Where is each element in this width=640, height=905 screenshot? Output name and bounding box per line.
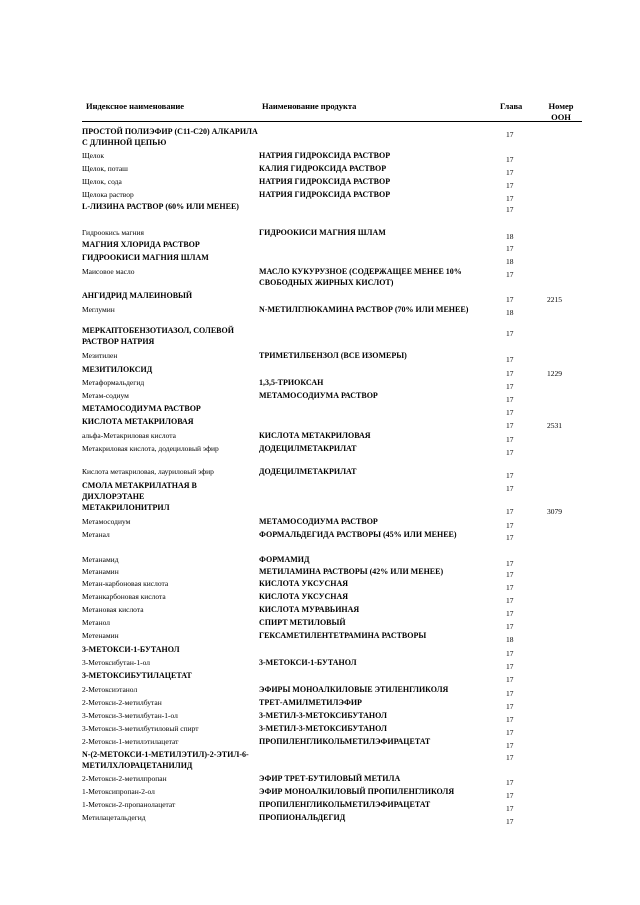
chapter-cell: 17 xyxy=(506,168,514,177)
product-name-cell: НАТРИЯ ГИДРОКСИДА РАСТВОР xyxy=(259,151,391,160)
index-name-cell: 2-Метоксиэтанол xyxy=(82,685,138,694)
chapter-cell: 18 xyxy=(506,308,514,317)
un-number-cell: 2531 xyxy=(547,421,562,430)
product-name-cell: ПРОПИЛЕНГЛИКОЛЬМЕТИЛЭФИРАЦЕТАТ xyxy=(259,800,431,809)
product-name-cell: ПРОПИЛЕНГЛИКОЛЬМЕТИЛЭФИРАЦЕТАТ xyxy=(259,737,431,746)
index-name-cell: МЕТАМОСОДИУМА РАСТВОР xyxy=(82,404,201,413)
chapter-cell: 17 xyxy=(506,741,514,750)
product-name-cell: ТРИМЕТИЛБЕНЗОЛ (ВСЕ ИЗОМЕРЫ) xyxy=(259,351,407,360)
product-name-cell: ЭФИРЫ МОНОАЛКИЛОВЫЕ ЭТИЛЕНГЛИКОЛЯ xyxy=(259,685,449,694)
index-name-cell: Метанал xyxy=(82,530,110,539)
chapter-cell: 17 xyxy=(506,329,514,338)
chapter-cell: 17 xyxy=(506,155,514,164)
product-name-cell: МЕТИЛАМИНА РАСТВОРЫ (42% ИЛИ МЕНЕЕ) xyxy=(259,567,444,576)
product-name-cell: ДОДЕЦИЛМЕТАКРИЛАТ xyxy=(259,444,357,453)
chapter-cell: 17 xyxy=(506,596,514,605)
index-name-cell: Метанкарбоновая кислота xyxy=(82,592,166,601)
index-name-cell: 3-МЕТОКСИ-1-БУТАНОЛ xyxy=(82,645,180,654)
product-name-cell: КИСЛОТА МУРАВЬИНАЯ xyxy=(259,605,360,614)
chapter-cell: 17 xyxy=(506,649,514,658)
chapter-cell: 17 xyxy=(506,675,514,684)
index-name-cell: 2-Метокси-1-метилэтилацетат xyxy=(82,737,179,746)
header-product-name: Наименование продукта xyxy=(262,101,357,111)
chapter-cell: 17 xyxy=(506,804,514,813)
index-name-cell: КИСЛОТА МЕТАКРИЛОВАЯ xyxy=(82,417,194,426)
header-chapter: Глава xyxy=(500,101,523,111)
index-name-cell: СМОЛА МЕТАКРИЛАТНАЯ В ДИХЛОРЭТАНЕ xyxy=(82,481,197,501)
product-name-cell: 3-МЕТОКСИ-1-БУТАНОЛ xyxy=(259,658,357,667)
chapter-cell: 17 xyxy=(506,753,514,762)
chapter-cell: 17 xyxy=(506,435,514,444)
index-name-cell: МЕЗИТИЛОКСИД xyxy=(82,365,153,374)
index-name-cell: Мезитилен xyxy=(82,351,118,360)
index-name-cell: 3-Метоксибутан-1-ол xyxy=(82,658,151,667)
product-name-cell: МЕТАМОСОДИУМА РАСТВОР xyxy=(259,391,378,400)
chapter-cell: 17 xyxy=(506,369,514,378)
header-un-number: Номер ООН xyxy=(548,101,574,122)
product-name-cell: ЭФИР МОНОАЛКИЛОВЫЙ ПРОПИЛЕНГЛИКОЛЯ xyxy=(259,787,455,796)
index-name-cell: Меглумин xyxy=(82,305,115,314)
product-name-cell: КАЛИЯ ГИДРОКСИДА РАСТВОР xyxy=(259,164,387,173)
chapter-cell: 17 xyxy=(506,583,514,592)
index-name-cell: Метилацетальдегид xyxy=(82,813,146,822)
index-name-cell: Метам-содиум xyxy=(82,391,129,400)
index-name-cell: АНГИДРИД МАЛЕИНОВЫЙ xyxy=(82,291,193,300)
index-name-cell: Метакриловая кислота, додециловый эфир xyxy=(82,444,219,453)
chapter-cell: 18 xyxy=(506,232,514,241)
chapter-cell: 17 xyxy=(506,662,514,671)
chapter-cell: 17 xyxy=(506,609,514,618)
chapter-cell: 17 xyxy=(506,715,514,724)
index-name-cell: Щелок xyxy=(82,151,105,160)
product-name-cell: N-МЕТИЛГЛЮКАМИНА РАСТВОР (70% ИЛИ МЕНЕЕ) xyxy=(259,305,469,314)
index-name-cell: Метановая кислота xyxy=(82,605,144,614)
product-name-cell: 1,3,5-ТРИОКСАН xyxy=(259,378,324,387)
product-name-cell: НАТРИЯ ГИДРОКСИДА РАСТВОР xyxy=(259,177,391,186)
product-name-cell: ПРОПИОНАЛЬДЕГИД xyxy=(259,813,346,822)
index-name-cell: 3-Метокси-3-метилбутиловый спирт xyxy=(82,724,199,733)
index-name-cell: N-(2-МЕТОКСИ-1-МЕТИЛЭТИЛ)-2-ЭТИЛ-6-МЕТИЛХЛОРАЦЕТАНИЛИД xyxy=(82,750,249,770)
product-name-cell: ГИДРООКИСИ МАГНИЯ ШЛАМ xyxy=(259,228,386,237)
chapter-cell: 18 xyxy=(506,257,514,266)
chapter-cell: 17 xyxy=(506,421,514,430)
product-name-cell: КИСЛОТА МЕТАКРИЛОВАЯ xyxy=(259,431,371,440)
index-name-cell: МЕТАКРИЛОНИТРИЛ xyxy=(82,503,170,512)
index-name-cell: Метанол xyxy=(82,618,111,627)
product-name-cell: ФОРМАМИД xyxy=(259,555,310,564)
product-name-cell: МЕТАМОСОДИУМА РАСТВОР xyxy=(259,517,378,526)
chapter-cell: 17 xyxy=(506,817,514,826)
index-name-cell: 3-Метокси-3-метилбутан-1-ол xyxy=(82,711,178,720)
index-name-cell: Метан-карбоновая кислота xyxy=(82,579,169,588)
chapter-cell: 17 xyxy=(506,471,514,480)
un-number-cell: 1229 xyxy=(547,369,562,378)
chapter-cell: 17 xyxy=(506,689,514,698)
index-name-cell: МАГНИЯ ХЛОРИДА РАСТВОР xyxy=(82,240,200,249)
product-name-cell: СПИРТ МЕТИЛОВЫЙ xyxy=(259,618,346,627)
product-name-cell: ДОДЕЦИЛМЕТАКРИЛАТ xyxy=(259,467,357,476)
index-name-cell: Гидроокись магния xyxy=(82,228,144,237)
index-name-cell: L-ЛИЗИНА РАСТВОР (60% ИЛИ МЕНЕЕ) xyxy=(82,202,239,211)
index-name-cell: Маисовое масло xyxy=(82,267,135,276)
chapter-cell: 17 xyxy=(506,507,514,516)
chapter-cell: 17 xyxy=(506,778,514,787)
chapter-cell: 17 xyxy=(506,791,514,800)
un-number-cell: 3079 xyxy=(547,507,562,516)
chapter-cell: 17 xyxy=(506,408,514,417)
product-name-cell: ЭФИР ТРЕТ-БУТИЛОВЫЙ МЕТИЛА xyxy=(259,774,401,783)
chapter-cell: 17 xyxy=(506,448,514,457)
index-name-cell: Метаформальдегид xyxy=(82,378,145,387)
chapter-cell: 17 xyxy=(506,484,514,493)
chapter-cell: 17 xyxy=(506,130,514,139)
product-name-cell: ГЕКСАМЕТИЛЕНТЕТРАМИНА РАСТВОРЫ xyxy=(259,631,427,640)
chapter-cell: 17 xyxy=(506,702,514,711)
index-name-cell: Метенамин xyxy=(82,631,119,640)
index-name-cell: МЕРКАПТОБЕНЗОТИАЗОЛ, СОЛЕВОЙ РАСТВОР НАТРИЯ xyxy=(82,326,234,346)
chapter-cell: 17 xyxy=(506,355,514,364)
chapter-cell: 17 xyxy=(506,181,514,190)
index-name-cell: 2-Метокси-2-метилбутан xyxy=(82,698,162,707)
index-name-cell: альфа-Метакриловая кислота xyxy=(82,431,176,440)
header-index-name: Индексное наименование xyxy=(86,101,185,111)
chapter-cell: 17 xyxy=(506,521,514,530)
chapter-cell: 17 xyxy=(506,295,514,304)
product-name-cell: ТРЕТ-АМИЛМЕТИЛЭФИР xyxy=(259,698,362,707)
chapter-cell: 17 xyxy=(506,570,514,579)
index-name-cell: 1-Метокси-2-пропанолацетат xyxy=(82,800,176,809)
chapter-cell: 17 xyxy=(506,270,514,279)
chapter-cell: 18 xyxy=(506,635,514,644)
chapter-cell: 17 xyxy=(506,622,514,631)
chapter-cell: 17 xyxy=(506,533,514,542)
index-name-cell: Метамосодиум xyxy=(82,517,131,526)
index-name-cell: 2-Метокси-2-метилпропан xyxy=(82,774,167,783)
product-name-cell: 3-МЕТИЛ-3-МЕТОКСИБУТАНОЛ xyxy=(259,711,387,720)
index-name-cell: ПРОСТОЙ ПОЛИЭФИР (С11-С20) АЛКАРИЛА С ДЛИННОЙ ЦЕПЬЮ xyxy=(82,127,258,147)
product-name-cell: КИСЛОТА УКСУСНАЯ xyxy=(259,579,349,588)
chapter-cell: 17 xyxy=(506,194,514,203)
index-name-cell: ГИДРООКИСИ МАГНИЯ ШЛАМ xyxy=(82,253,209,262)
product-name-cell: КИСЛОТА УКСУСНАЯ xyxy=(259,592,349,601)
chapter-cell: 17 xyxy=(506,382,514,391)
index-name-cell: Метанамид xyxy=(82,555,119,564)
index-name-cell: 1-Метоксипропан-2-ол xyxy=(82,787,155,796)
index-name-cell: Метанамин xyxy=(82,567,119,576)
header-rule xyxy=(82,121,582,122)
index-name-cell: 3-МЕТОКСИБУТИЛАЦЕТАТ xyxy=(82,671,192,680)
chapter-cell: 17 xyxy=(506,395,514,404)
product-name-cell: МАСЛО КУКУРУЗНОЕ (СОДЕРЖАЩЕЕ МЕНЕЕ 10% СВОБОДНЫХ ЖИРНЫХ КИСЛОТ) xyxy=(259,267,462,287)
chapter-cell: 17 xyxy=(506,244,514,253)
chapter-cell: 17 xyxy=(506,728,514,737)
index-name-cell: Кислота метакриловая, лауриловый эфир xyxy=(82,467,214,476)
product-name-cell: НАТРИЯ ГИДРОКСИДА РАСТВОР xyxy=(259,190,391,199)
index-name-cell: Щелока раствор xyxy=(82,190,134,199)
un-number-cell: 2215 xyxy=(547,295,562,304)
product-name-cell: ФОРМАЛЬДЕГИДА РАСТВОРЫ (45% ИЛИ МЕНЕЕ) xyxy=(259,530,457,539)
index-name-cell: Щелок, сода xyxy=(82,177,122,186)
chapter-cell: 17 xyxy=(506,205,514,214)
product-name-cell: 3-МЕТИЛ-3-МЕТОКСИБУТАНОЛ xyxy=(259,724,387,733)
chapter-cell: 17 xyxy=(506,559,514,568)
index-name-cell: Щелок, поташ xyxy=(82,164,128,173)
